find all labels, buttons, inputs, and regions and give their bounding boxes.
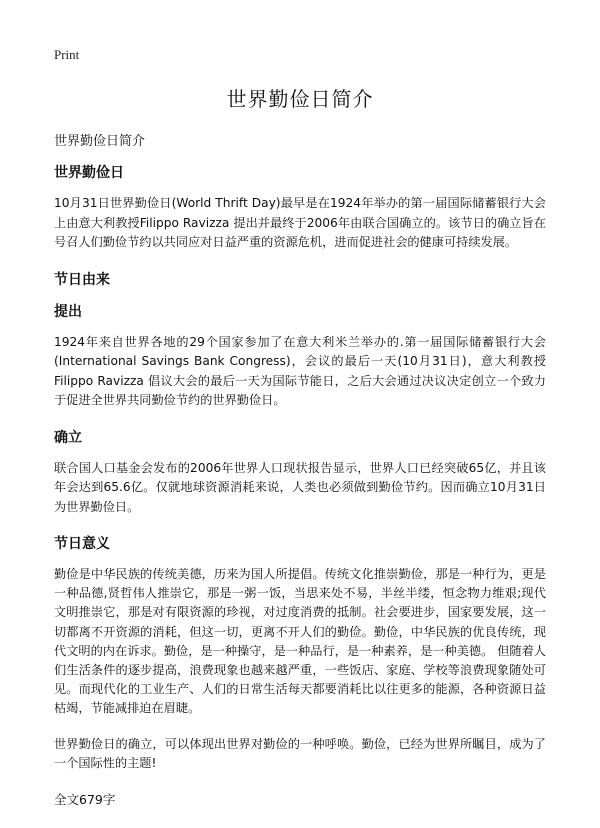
paragraph-thrift-day: 10月31日世界勤俭日(World Thrift Day)最早是在1924年举办的第一届国际储蓄银行大会上由意大利教授Filippo Ravizza 提出并最终于2006年由联合国确立的。该节日的确立旨在号召人们勤俭节约以共同应对日益严重的资源危机，进而促进社会的健康可持续发展。 [54, 196, 546, 249]
section-heading-establishment: 确立 [54, 429, 82, 446]
section-heading-proposal: 提出 [54, 303, 82, 320]
section-heading-significance: 节日意义 [54, 536, 110, 552]
paragraph-significance: 勤俭是中华民族的传统美德，历来为国人所提倡。传统文化推崇勤俭，那是一种行为，更是一种品德,贤哲伟人推崇它，那是一粥一饭，当思来处不易，半丝半缕，恒念物力维艰;现代文明推崇它，那是对有限资源的珍视，对过度消费的抵制。社会要进步，国家要发展，这一切都离不开资源的消耗，但这一切，更离不开人们的勤俭。勤俭，中华民族的优良传统，现代文明的内在诉求。勤俭，是一种操守，是一种品行，是一种素养，是一种美德。 但随着人们生活条件的逐步提高，浪费现象也越来越严重，一些饭店、家庭、学校等浪费现象随处可见。而现代化的工业生产、人们的日常生活每天都要消耗比以往更多的能源，各种资源日益枯竭，节能减排迫在眉睫。 [54, 567, 546, 716]
document-subtitle: 世界勤俭日简介 [54, 134, 146, 149]
page-title: 世界勤俭日简介 [226, 87, 374, 111]
section-heading-origin: 节日由来 [54, 271, 110, 288]
paragraph-conclusion: 世界勤俭日的确立，可以体现出世界对勤俭的一种呼唤。勤俭，已经为世界所瞩目，成为了一个国际性的主题! [54, 736, 546, 771]
paragraph-proposal: 1924年来自世界各地的29个国家参加了在意大利米兰举办的.第一届国际储蓄银行大会(International Savings Bank Congress)，会议的最后一天(10月31日)，意大利教授Filippo Ravizza 倡议大会的最后一天为国际节能日，之后大会通过决议决定创立一个致力于促进全世界共同勤俭节约的世界勤俭日。 [54, 334, 546, 407]
word-count: 全文679字 [54, 791, 116, 807]
section-heading-thrift-day: 世界勤俭日 [54, 165, 124, 181]
print-link[interactable]: Print [54, 47, 80, 62]
paragraph-establishment: 联合国人口基金会发布的2006年世界人口现状报告显示，世界人口已经突破65亿，并且该年会达到65.6亿。仅就地球资源消耗来说，人类也必须做到勤俭节约。因而确立10月31日为世界勤俭日。 [54, 460, 546, 514]
